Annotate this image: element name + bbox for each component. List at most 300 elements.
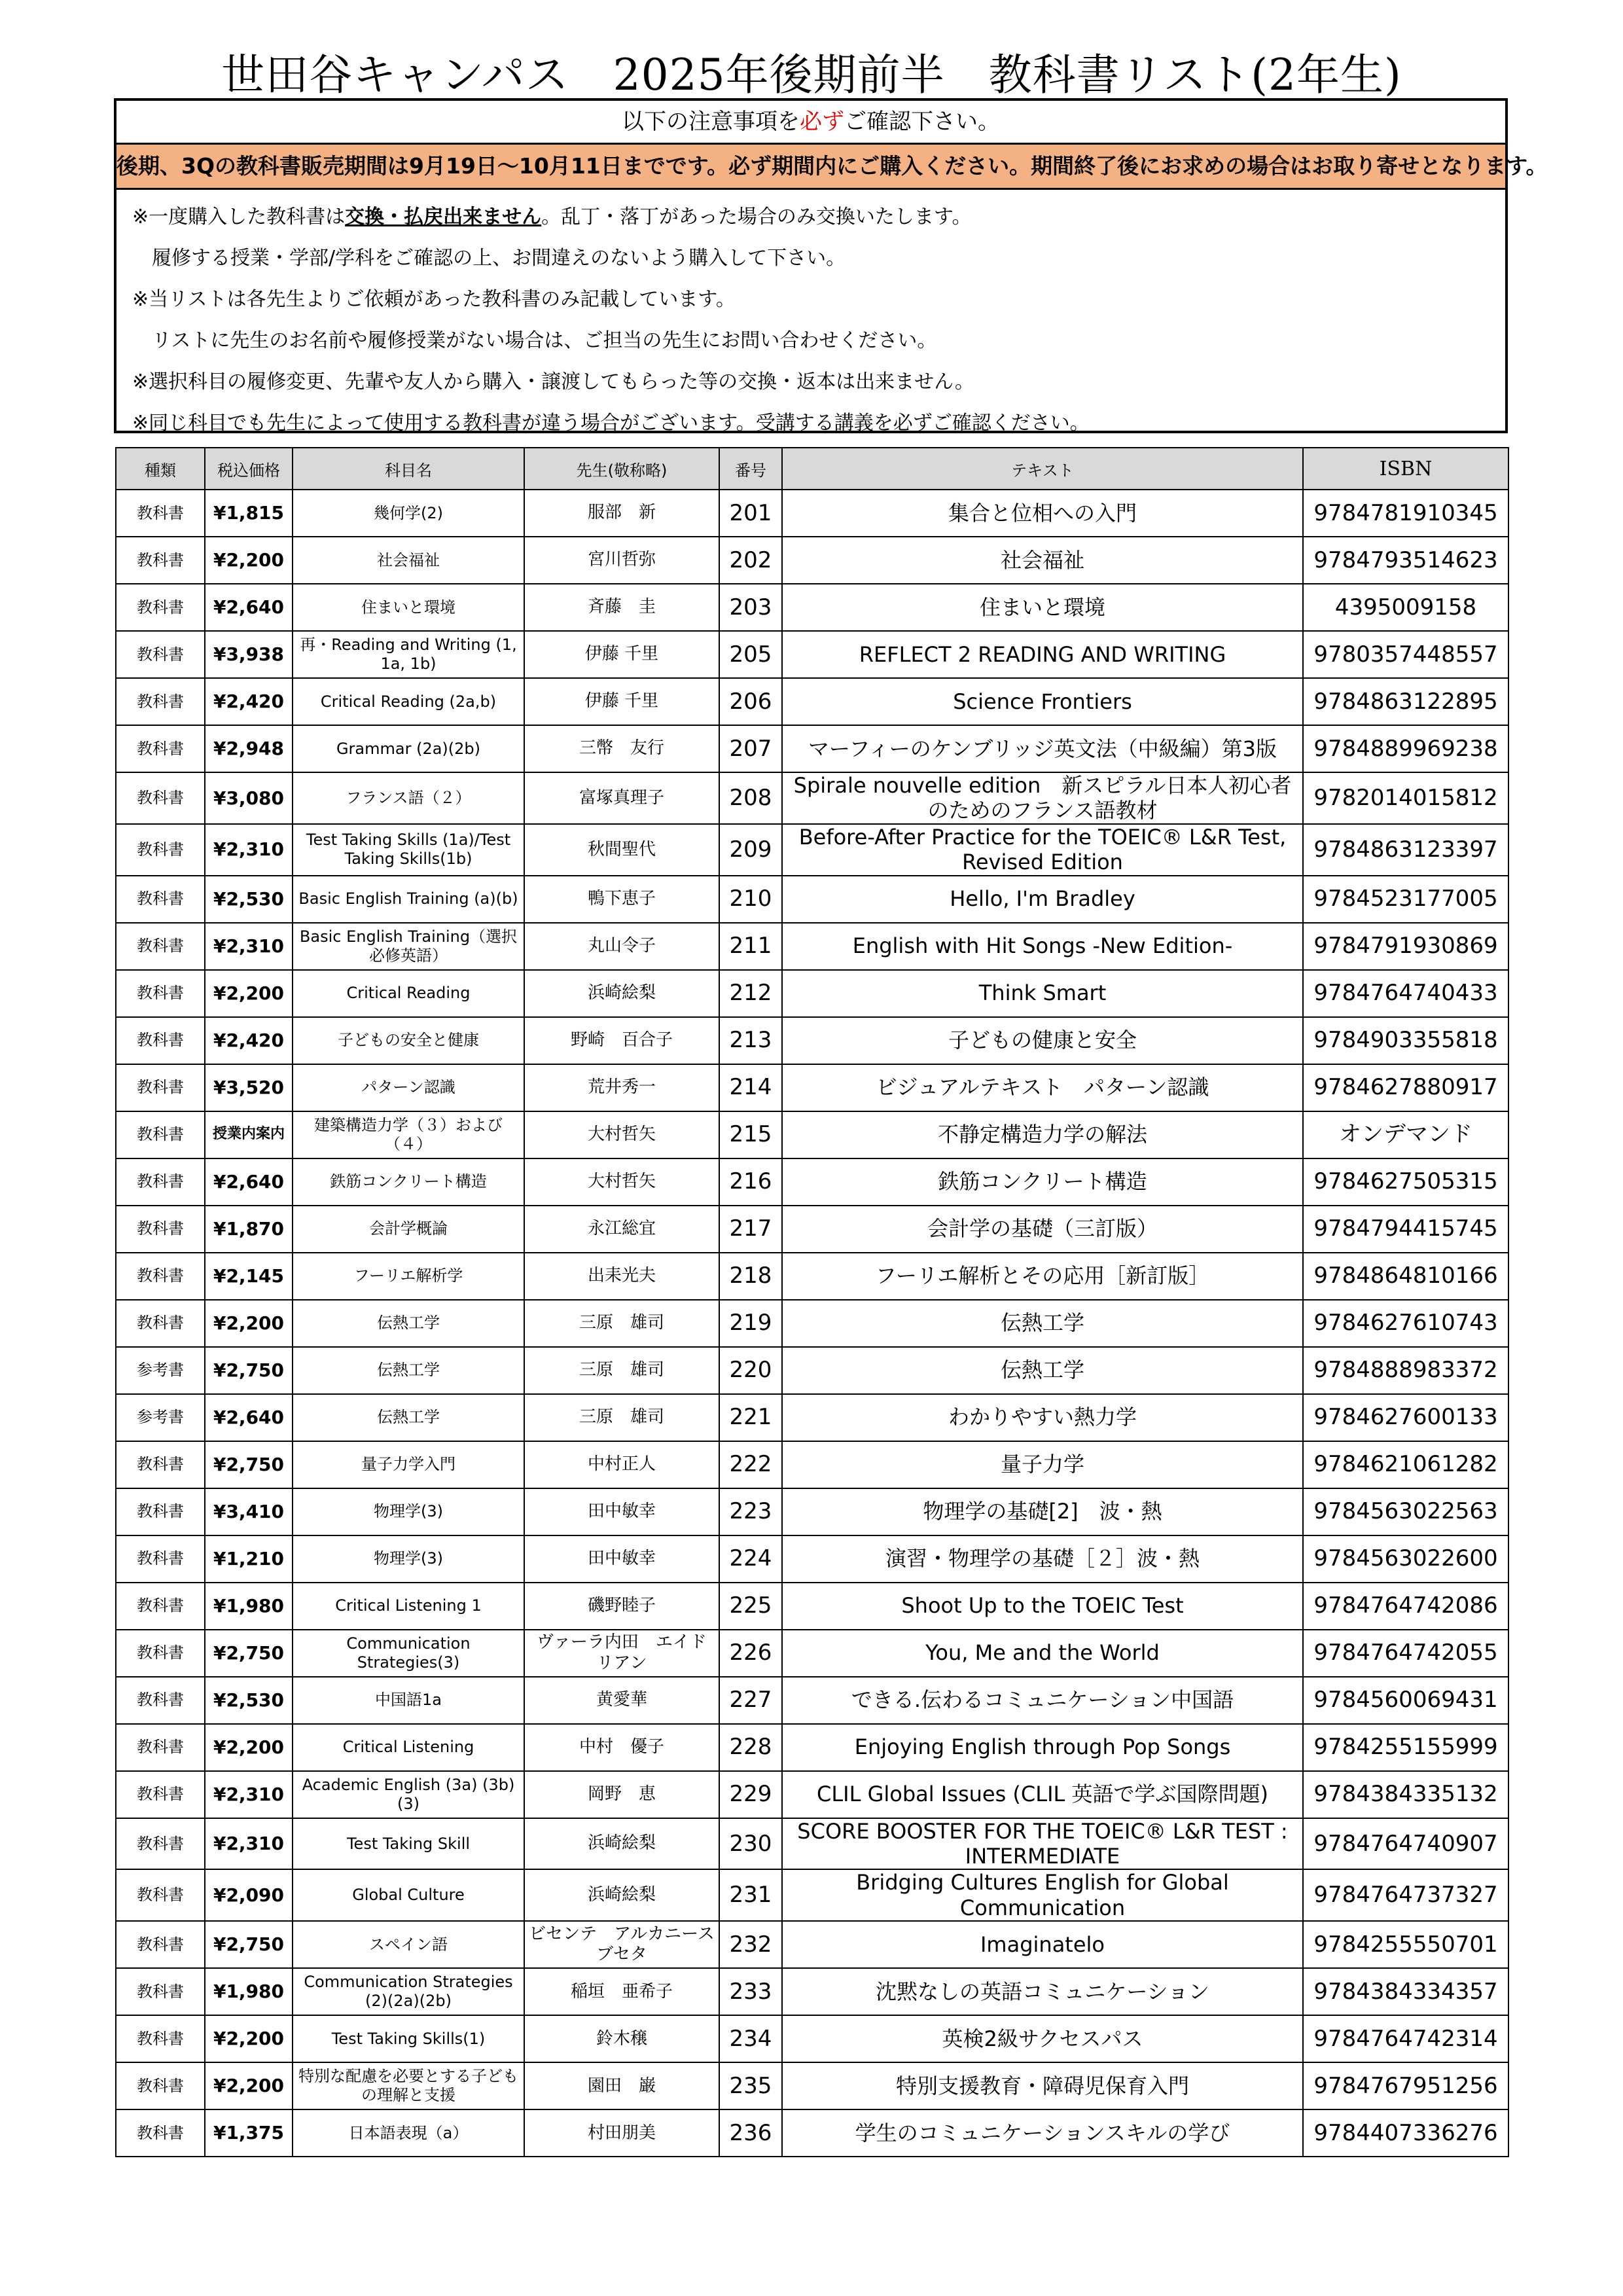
isbn-cell: 9784627610743: [1303, 1300, 1508, 1347]
text-cell: Spirale nouvelle edition 新スピラル日本人初心者のためのフランス語教材: [782, 772, 1303, 824]
header-isbn: ISBN: [1303, 448, 1508, 490]
table-row: [116, 1771, 1508, 1818]
subject-cell: Critical Reading (2a,b): [293, 678, 524, 725]
price-cell: ¥2,200: [205, 2062, 293, 2109]
isbn-cell: 9784889969238: [1303, 725, 1508, 772]
table-row: [116, 1724, 1508, 1771]
isbn-cell: 9784764742086: [1303, 1583, 1508, 1630]
subject-cell: 伝熱工学: [293, 1347, 524, 1394]
number-cell: 221: [719, 1394, 782, 1441]
table-row: [116, 2109, 1508, 2157]
teacher-cell: 田中敏幸: [524, 1535, 719, 1583]
teacher-cell: 中村 優子: [524, 1724, 719, 1771]
table-row: [116, 537, 1508, 584]
teacher-cell: 大村哲矢: [524, 1158, 719, 1206]
kind-cell: 教科書: [116, 772, 205, 824]
teacher-cell: 浜崎絵梨: [524, 1818, 719, 1870]
table-row: [116, 824, 1508, 876]
price-cell: ¥1,980: [205, 1968, 293, 2015]
number-cell: 232: [719, 1921, 782, 1968]
price-cell: ¥2,420: [205, 678, 293, 725]
price-cell: ¥1,980: [205, 1583, 293, 1630]
subject-cell: 中国語1a: [293, 1677, 524, 1724]
text-cell: You, Me and the World: [782, 1630, 1303, 1677]
subject-cell: 伝熱工学: [293, 1394, 524, 1441]
text-cell: できる.伝わるコミュニケーション中国語: [782, 1677, 1303, 1724]
number-cell: 229: [719, 1771, 782, 1818]
text-cell: 不静定構造力学の解法: [782, 1111, 1303, 1158]
isbn-cell: 4395009158: [1303, 584, 1508, 631]
kind-cell: 参考書: [116, 1394, 205, 1441]
subject-cell: Test Taking Skills(1): [293, 2015, 524, 2062]
text-cell: 英検2級サクセスパス: [782, 2015, 1303, 2062]
table-row: [116, 1064, 1508, 1111]
price-cell: ¥2,200: [205, 970, 293, 1017]
isbn-cell: 9784764737327: [1303, 1869, 1508, 1921]
number-cell: 226: [719, 1630, 782, 1677]
subject-cell: 会計学概論: [293, 1206, 524, 1253]
kind-cell: 教科書: [116, 2015, 205, 2062]
teacher-cell: 三原 雄司: [524, 1394, 719, 1441]
isbn-cell: 9780357448557: [1303, 631, 1508, 678]
price-cell: ¥1,375: [205, 2109, 293, 2157]
number-cell: 210: [719, 876, 782, 923]
number-cell: 214: [719, 1064, 782, 1111]
price-cell: ¥1,210: [205, 1535, 293, 1583]
text-cell: 伝熱工学: [782, 1347, 1303, 1394]
kind-cell: 教科書: [116, 1677, 205, 1724]
text-cell: Bridging Cultures English for Global Communication: [782, 1869, 1303, 1921]
text-cell: English with Hit Songs -New Edition-: [782, 923, 1303, 970]
kind-cell: 教科書: [116, 1158, 205, 1206]
table-header-row: [116, 448, 1508, 490]
table-row: [116, 1111, 1508, 1158]
table-body: [116, 490, 1508, 2157]
teacher-cell: 宮川哲弥: [524, 537, 719, 584]
number-cell: 236: [719, 2109, 782, 2157]
text-cell: Hello, I'm Bradley: [782, 876, 1303, 923]
subject-cell: フーリエ解析学: [293, 1253, 524, 1300]
subject-cell: 再・Reading and Writing (1, 1a, 1b): [293, 631, 524, 678]
text-cell: Enjoying English through Pop Songs: [782, 1724, 1303, 1771]
subject-cell: Basic English Training (a)(b): [293, 876, 524, 923]
notice-line-2: 履修する授業・学部/学科をご確認の上、お間違えのないよう購入して下さい。: [152, 247, 846, 270]
isbn-cell: 9784764740907: [1303, 1818, 1508, 1870]
number-cell: 231: [719, 1869, 782, 1921]
header-text: テキスト: [782, 448, 1303, 490]
teacher-cell: 野崎 百合子: [524, 1017, 719, 1064]
teacher-cell: ビセンテ アルカニース ブセタ: [524, 1921, 719, 1968]
subject-cell: スペイン語: [293, 1921, 524, 1968]
isbn-cell: 9784384334357: [1303, 1968, 1508, 2015]
isbn-cell: 9784407336276: [1303, 2109, 1508, 2157]
table-row: [116, 1968, 1508, 2015]
kind-cell: 教科書: [116, 1300, 205, 1347]
price-cell: ¥2,420: [205, 1017, 293, 1064]
isbn-cell: 9784255550701: [1303, 1921, 1508, 1968]
text-cell: 伝熱工学: [782, 1300, 1303, 1347]
header-teacher: 先生(敬称略): [524, 448, 719, 490]
notice-heading-before: 以下の注意事項を: [622, 109, 800, 135]
number-cell: 235: [719, 2062, 782, 2109]
subject-cell: Critical Reading: [293, 970, 524, 1017]
table-row: [116, 1253, 1508, 1300]
table-row: [116, 876, 1508, 923]
table-row: [116, 2062, 1508, 2109]
teacher-cell: 斉藤 圭: [524, 584, 719, 631]
teacher-cell: 秋間聖代: [524, 824, 719, 876]
text-cell: 住まいと環境: [782, 584, 1303, 631]
subject-cell: Global Culture: [293, 1869, 524, 1921]
price-cell: ¥2,750: [205, 1630, 293, 1677]
kind-cell: 教科書: [116, 1111, 205, 1158]
price-cell: ¥3,410: [205, 1488, 293, 1535]
text-cell: マーフィーのケンブリッジ英文法（中級編）第3版: [782, 725, 1303, 772]
table-row: [116, 584, 1508, 631]
notice-heading-after: ご確認下さい。: [844, 109, 1000, 135]
notice-heading: [116, 101, 1505, 145]
kind-cell: 教科書: [116, 1441, 205, 1488]
header-price: 税込価格: [205, 448, 293, 490]
number-cell: 228: [719, 1724, 782, 1771]
text-cell: CLIL Global Issues (CLIL 英語で学ぶ国際問題): [782, 1771, 1303, 1818]
kind-cell: 教科書: [116, 631, 205, 678]
teacher-cell: 浜崎絵梨: [524, 970, 719, 1017]
price-cell: ¥2,145: [205, 1253, 293, 1300]
isbn-cell: 9784903355818: [1303, 1017, 1508, 1064]
text-cell: Imaginatelo: [782, 1921, 1303, 1968]
table-row: [116, 970, 1508, 1017]
kind-cell: 参考書: [116, 1347, 205, 1394]
kind-cell: 教科書: [116, 1921, 205, 1968]
kind-cell: 教科書: [116, 923, 205, 970]
teacher-cell: 伊藤 千里: [524, 631, 719, 678]
table-row: [116, 772, 1508, 824]
table-row: [116, 923, 1508, 970]
teacher-cell: 岡野 恵: [524, 1771, 719, 1818]
text-cell: 演習・物理学の基礎［２］波・熱: [782, 1535, 1303, 1583]
isbn-cell: 9784863123397: [1303, 824, 1508, 876]
number-cell: 225: [719, 1583, 782, 1630]
teacher-cell: 大村哲矢: [524, 1111, 719, 1158]
text-cell: 鉄筋コンクリート構造: [782, 1158, 1303, 1206]
price-cell: ¥2,200: [205, 2015, 293, 2062]
kind-cell: 教科書: [116, 1630, 205, 1677]
teacher-cell: 三原 雄司: [524, 1347, 719, 1394]
table-row: [116, 1206, 1508, 1253]
isbn-cell: 9784767951256: [1303, 2062, 1508, 2109]
price-cell: ¥2,310: [205, 824, 293, 876]
text-cell: 集合と位相への入門: [782, 490, 1303, 537]
text-cell: 量子力学: [782, 1441, 1303, 1488]
number-cell: 218: [719, 1253, 782, 1300]
teacher-cell: 村田朋美: [524, 2109, 719, 2157]
number-cell: 211: [719, 923, 782, 970]
isbn-cell: 9784864810166: [1303, 1253, 1508, 1300]
kind-cell: 教科書: [116, 1535, 205, 1583]
header-number: 番号: [719, 448, 782, 490]
kind-cell: 教科書: [116, 678, 205, 725]
number-cell: 212: [719, 970, 782, 1017]
notice-line-6: ※同じ科目でも先生によって使用する教科書が違う場合がございます。受講する講義を必ずご確認ください。: [132, 412, 1090, 435]
number-cell: 207: [719, 725, 782, 772]
text-cell: ビジュアルテキスト パターン認識: [782, 1064, 1303, 1111]
notice-line-5: ※選択科目の履修変更、先輩や友人から購入・譲渡してもらった等の交換・返本は出来ません。: [132, 370, 974, 393]
isbn-cell: 9784863122895: [1303, 678, 1508, 725]
isbn-cell: 9784794415745: [1303, 1206, 1508, 1253]
price-cell: ¥3,520: [205, 1064, 293, 1111]
price-cell: ¥2,200: [205, 1724, 293, 1771]
price-cell: ¥3,080: [205, 772, 293, 824]
notice-line-3: ※当リストは各先生よりご依頼があった教科書のみ記載しています。: [132, 288, 736, 311]
teacher-cell: 黄愛華: [524, 1677, 719, 1724]
isbn-cell: 9784781910345: [1303, 490, 1508, 537]
teacher-cell: 三幣 友行: [524, 725, 719, 772]
table-row: [116, 490, 1508, 537]
isbn-cell: 9784793514623: [1303, 537, 1508, 584]
table-row: [116, 1869, 1508, 1921]
isbn-cell: 9784523177005: [1303, 876, 1508, 923]
text-cell: REFLECT 2 READING AND WRITING: [782, 631, 1303, 678]
number-cell: 233: [719, 1968, 782, 2015]
price-cell: ¥2,640: [205, 584, 293, 631]
price-cell: ¥2,750: [205, 1441, 293, 1488]
kind-cell: 教科書: [116, 1771, 205, 1818]
number-cell: 223: [719, 1488, 782, 1535]
subject-cell: 住まいと環境: [293, 584, 524, 631]
kind-cell: 教科書: [116, 1253, 205, 1300]
teacher-cell: 田中敏幸: [524, 1488, 719, 1535]
number-cell: 219: [719, 1300, 782, 1347]
text-cell: フーリエ解析とその応用［新訂版］: [782, 1253, 1303, 1300]
number-cell: 213: [719, 1017, 782, 1064]
sales-period-alert: 後期、3Qの教科書販売期間は9月19日～10月11日までです。必ず期間内にご購入ください。期間終了後にお求めの場合はお取り寄せとなります。: [116, 145, 1505, 190]
notice-line-1-after: 。乱丁・落丁があった場合のみ交換いたします。: [541, 206, 972, 228]
subject-cell: Academic English (3a) (3b) (3): [293, 1771, 524, 1818]
price-cell: ¥2,310: [205, 923, 293, 970]
kind-cell: 教科書: [116, 2062, 205, 2109]
number-cell: 224: [719, 1535, 782, 1583]
notice-heading-emphasis: 必ず: [800, 109, 844, 135]
table-row: [116, 1441, 1508, 1488]
number-cell: 215: [719, 1111, 782, 1158]
table-row: [116, 1347, 1508, 1394]
subject-cell: Communication Strategies(3): [293, 1630, 524, 1677]
price-cell: ¥2,640: [205, 1158, 293, 1206]
isbn-cell: 9784627600133: [1303, 1394, 1508, 1441]
text-cell: 社会福祉: [782, 537, 1303, 584]
subject-cell: 幾何学(2): [293, 490, 524, 537]
number-cell: 208: [719, 772, 782, 824]
subject-cell: Critical Listening: [293, 1724, 524, 1771]
kind-cell: 教科書: [116, 1488, 205, 1535]
teacher-cell: 永江総宜: [524, 1206, 719, 1253]
notice-line-1: [132, 196, 1505, 238]
text-cell: 子どもの健康と安全: [782, 1017, 1303, 1064]
isbn-cell: 9784255155999: [1303, 1724, 1508, 1771]
kind-cell: 教科書: [116, 970, 205, 1017]
table-row: [116, 2015, 1508, 2062]
isbn-cell: 9782014015812: [1303, 772, 1508, 824]
price-cell: ¥2,310: [205, 1771, 293, 1818]
price-cell: ¥2,948: [205, 725, 293, 772]
table-row: [116, 1921, 1508, 1968]
number-cell: 206: [719, 678, 782, 725]
kind-cell: 教科書: [116, 1017, 205, 1064]
number-cell: 230: [719, 1818, 782, 1870]
notice-line-4: リストに先生のお名前や履修授業がない場合は、ご担当の先生にお問い合わせください。: [152, 329, 937, 352]
number-cell: 217: [719, 1206, 782, 1253]
teacher-cell: 浜崎絵梨: [524, 1869, 719, 1921]
kind-cell: 教科書: [116, 824, 205, 876]
textbook-table: [115, 447, 1509, 2157]
isbn-cell: 9784791930869: [1303, 923, 1508, 970]
number-cell: 203: [719, 584, 782, 631]
subject-cell: 伝熱工学: [293, 1300, 524, 1347]
subject-cell: 物理学(3): [293, 1535, 524, 1583]
table-row: [116, 1017, 1508, 1064]
table-row: [116, 678, 1508, 725]
subject-cell: Critical Listening 1: [293, 1583, 524, 1630]
subject-cell: 特別な配慮を必要とする子どもの理解と支援: [293, 2062, 524, 2109]
kind-cell: 教科書: [116, 725, 205, 772]
table-row: [116, 1677, 1508, 1724]
text-cell: 沈黙なしの英語コミュニケーション: [782, 1968, 1303, 2015]
isbn-cell: オンデマンド: [1303, 1111, 1508, 1158]
text-cell: Before-After Practice for the TOEIC® L&R Test, Revised Edition: [782, 824, 1303, 876]
text-cell: わかりやすい熱力学: [782, 1394, 1303, 1441]
kind-cell: 教科書: [116, 490, 205, 537]
price-cell: ¥1,870: [205, 1206, 293, 1253]
teacher-cell: 服部 新: [524, 490, 719, 537]
number-cell: 202: [719, 537, 782, 584]
subject-cell: パターン認識: [293, 1064, 524, 1111]
page-title: 世田谷キャンパス 2025年後期前半 教科書リスト(2年生): [221, 50, 1402, 100]
isbn-cell: 9784621061282: [1303, 1441, 1508, 1488]
notice-line-1-underline: 交換・払戻出来ません: [345, 206, 542, 228]
text-cell: Think Smart: [782, 970, 1303, 1017]
number-cell: 201: [719, 490, 782, 537]
isbn-cell: 9784560069431: [1303, 1677, 1508, 1724]
kind-cell: 教科書: [116, 876, 205, 923]
notice-box: [114, 98, 1548, 435]
text-cell: Shoot Up to the TOEIC Test: [782, 1583, 1303, 1630]
table-row: [116, 631, 1508, 678]
isbn-cell: 9784563022600: [1303, 1535, 1508, 1583]
number-cell: 220: [719, 1347, 782, 1394]
kind-cell: 教科書: [116, 1583, 205, 1630]
isbn-cell: 9784764740433: [1303, 970, 1508, 1017]
teacher-cell: 鴨下恵子: [524, 876, 719, 923]
table-row: [116, 1488, 1508, 1535]
number-cell: 234: [719, 2015, 782, 2062]
isbn-cell: 9784888983372: [1303, 1347, 1508, 1394]
notice-line-1-before: ※一度購入した教科書は: [132, 206, 346, 228]
teacher-cell: 鈴木穣: [524, 2015, 719, 2062]
teacher-cell: ヴァーラ内田 エイドリアン: [524, 1630, 719, 1677]
subject-cell: Grammar (2a)(2b): [293, 725, 524, 772]
price-cell: ¥1,815: [205, 490, 293, 537]
kind-cell: 教科書: [116, 537, 205, 584]
text-cell: 会計学の基礎（三訂版）: [782, 1206, 1303, 1253]
subject-cell: 建築構造力学（３）および（４）: [293, 1111, 524, 1158]
isbn-cell: 9784563022563: [1303, 1488, 1508, 1535]
price-cell: ¥2,530: [205, 1677, 293, 1724]
price-cell: ¥2,530: [205, 876, 293, 923]
isbn-cell: 9784627505315: [1303, 1158, 1508, 1206]
price-cell: ¥2,310: [205, 1818, 293, 1870]
isbn-cell: 9784384335132: [1303, 1771, 1508, 1818]
text-cell: SCORE BOOSTER FOR THE TOEIC® L&R TEST : INTERMEDIATE: [782, 1818, 1303, 1870]
number-cell: 205: [719, 631, 782, 678]
subject-cell: Basic English Training（選択必修英語）: [293, 923, 524, 970]
price-cell: ¥2,090: [205, 1869, 293, 1921]
subject-cell: 社会福祉: [293, 537, 524, 584]
price-cell: ¥2,750: [205, 1921, 293, 1968]
isbn-cell: 9784764742055: [1303, 1630, 1508, 1677]
subject-cell: Test Taking Skills (1a)/Test Taking Skills(1b): [293, 824, 524, 876]
kind-cell: 教科書: [116, 1724, 205, 1771]
teacher-cell: 丸山令子: [524, 923, 719, 970]
price-cell: ¥2,750: [205, 1347, 293, 1394]
header-subject: 科目名: [293, 448, 524, 490]
number-cell: 216: [719, 1158, 782, 1206]
table-row: [116, 1818, 1508, 1870]
number-cell: 209: [719, 824, 782, 876]
kind-cell: 教科書: [116, 1818, 205, 1870]
header-kind: 種類: [116, 448, 205, 490]
table-row: [116, 1535, 1508, 1583]
teacher-cell: 出耒光夫: [524, 1253, 719, 1300]
text-cell: 特別支援教育・障碍児保育入門: [782, 2062, 1303, 2109]
subject-cell: 鉄筋コンクリート構造: [293, 1158, 524, 1206]
text-cell: Science Frontiers: [782, 678, 1303, 725]
teacher-cell: 三原 雄司: [524, 1300, 719, 1347]
teacher-cell: 園田 巌: [524, 2062, 719, 2109]
kind-cell: 教科書: [116, 1869, 205, 1921]
table-row: [116, 725, 1508, 772]
kind-cell: 教科書: [116, 1968, 205, 2015]
teacher-cell: 磯野睦子: [524, 1583, 719, 1630]
price-cell: ¥2,200: [205, 537, 293, 584]
teacher-cell: 伊藤 千里: [524, 678, 719, 725]
table-row: [116, 1394, 1508, 1441]
subject-cell: Communication Strategies (2)(2a)(2b): [293, 1968, 524, 2015]
table-row: [116, 1300, 1508, 1347]
subject-cell: フランス語（２）: [293, 772, 524, 824]
number-cell: 227: [719, 1677, 782, 1724]
table-row: [116, 1583, 1508, 1630]
teacher-cell: 中村正人: [524, 1441, 719, 1488]
kind-cell: 教科書: [116, 1206, 205, 1253]
teacher-cell: 荒井秀一: [524, 1064, 719, 1111]
table-row: [116, 1630, 1508, 1677]
subject-cell: 子どもの安全と健康: [293, 1017, 524, 1064]
teacher-cell: 富塚真理子: [524, 772, 719, 824]
notice-lines: [116, 190, 1505, 444]
isbn-cell: 9784627880917: [1303, 1064, 1508, 1111]
text-cell: 物理学の基礎[2] 波・熱: [782, 1488, 1303, 1535]
price-cell: ¥3,938: [205, 631, 293, 678]
table-row: [116, 1158, 1508, 1206]
kind-cell: 教科書: [116, 584, 205, 631]
text-cell: 学生のコミュニケーションスキルの学び: [782, 2109, 1303, 2157]
teacher-cell: 稲垣 亜希子: [524, 1968, 719, 2015]
price-cell: 授業内案内: [205, 1111, 293, 1158]
subject-cell: 物理学(3): [293, 1488, 524, 1535]
price-cell: ¥2,640: [205, 1394, 293, 1441]
kind-cell: 教科書: [116, 1064, 205, 1111]
